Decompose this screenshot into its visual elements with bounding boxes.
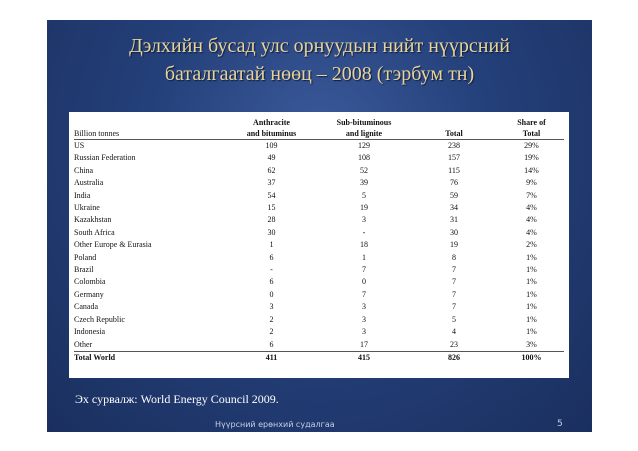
total-cell: 100% xyxy=(521,352,542,362)
table-cell: China xyxy=(74,165,94,175)
table-row xyxy=(74,165,564,177)
table-row xyxy=(74,239,564,251)
table-cell: Poland xyxy=(74,252,97,262)
table-cell: Australia xyxy=(74,178,104,188)
table-cell: 238 xyxy=(448,141,460,150)
table-cell: 108 xyxy=(358,153,370,163)
table-cell: 39 xyxy=(360,178,368,188)
total-cell: 411 xyxy=(265,352,278,362)
total-cell: 826 xyxy=(448,352,460,362)
table-cell: 7 xyxy=(362,265,366,275)
header-cell: Billion tonnes xyxy=(74,129,120,138)
table-cell: 19 xyxy=(450,240,458,250)
table-cell: 4% xyxy=(526,215,537,225)
table-cell: 3 xyxy=(362,302,366,312)
table-cell: 37 xyxy=(267,178,276,188)
table-cell: 23 xyxy=(450,339,458,349)
table-row xyxy=(74,177,564,189)
table-cell: 2 xyxy=(269,327,274,337)
table-cell: 1% xyxy=(526,314,537,324)
table-cell: Germany xyxy=(74,289,104,299)
header-cell: Total xyxy=(522,129,541,138)
table-row xyxy=(74,264,564,276)
table-cell: 0 xyxy=(269,289,274,299)
table-cell: 6 xyxy=(269,252,274,262)
table-row xyxy=(74,314,564,326)
table-cell: 115 xyxy=(448,165,460,175)
table-cell: 3 xyxy=(362,327,366,337)
table-cell: 34 xyxy=(450,203,458,213)
header-cell: Share of xyxy=(517,118,546,127)
table-cell: - xyxy=(270,265,273,275)
header-cell xyxy=(409,117,499,128)
footer-text: Нүүрсний ерөнхий судалгаа xyxy=(215,420,335,429)
table-cell: 1 xyxy=(362,252,366,262)
table-cell: 1% xyxy=(526,289,537,299)
header-cell: Sub-bituminous xyxy=(336,118,392,127)
table-cell: 5 xyxy=(362,190,366,200)
table-cell: 76 xyxy=(450,178,458,188)
table-cell: - xyxy=(362,227,366,237)
table-row xyxy=(74,202,564,214)
table-cell: 54 xyxy=(267,190,276,200)
reserves-table-panel xyxy=(69,112,569,378)
coal-reserves-table xyxy=(74,117,564,364)
table-row xyxy=(74,252,564,264)
table-cell: South Africa xyxy=(74,227,115,237)
table-cell: 7 xyxy=(452,277,456,287)
table-cell: 3 xyxy=(362,314,366,324)
table-cell: 6 xyxy=(269,339,274,349)
table-cell: 14% xyxy=(524,165,539,175)
table-cell: Colombia xyxy=(74,277,106,287)
title-line-2: баталгаатай нөөц – 2008 (тэрбум тн) xyxy=(164,63,475,85)
table-cell: 19% xyxy=(524,153,539,163)
table-cell: 59 xyxy=(450,190,458,200)
header-cell: and lignite xyxy=(345,129,383,138)
table-cell: 109 xyxy=(265,141,278,150)
table-cell: 1% xyxy=(526,265,537,275)
table-row xyxy=(74,276,564,288)
header-cell: Total xyxy=(445,129,463,138)
table-cell: Brazil xyxy=(74,265,94,275)
table-row xyxy=(74,214,564,226)
table-row xyxy=(74,289,564,301)
slide-title xyxy=(47,32,592,88)
table-cell: 9% xyxy=(526,178,537,188)
table-cell: 30 xyxy=(267,227,276,237)
table-cell: 52 xyxy=(360,165,368,175)
table-cell: Other Europe & Eurasia xyxy=(74,240,152,250)
table-cell: Indonesia xyxy=(74,327,106,337)
table-cell: Russian Federation xyxy=(74,153,136,163)
table-header-row-bottom xyxy=(74,128,564,140)
table-cell: 1% xyxy=(526,252,537,262)
table-cell: 7 xyxy=(452,289,456,299)
table-cell: Other xyxy=(74,339,93,349)
table-cell: 129 xyxy=(358,141,370,150)
table-cell: 17 xyxy=(360,339,368,349)
table-cell: 7 xyxy=(452,265,456,275)
table-row xyxy=(74,326,564,338)
header-cell xyxy=(74,117,224,128)
table-cell: 18 xyxy=(360,240,368,250)
table-cell: 2% xyxy=(526,240,537,250)
table-cell: 3 xyxy=(362,215,366,225)
total-cell: Total World xyxy=(74,352,116,362)
table-row xyxy=(74,301,564,313)
table-cell: Canada xyxy=(74,302,98,312)
table-row xyxy=(74,190,564,202)
source-note: Эх сурвалж: World Energy Council 2009. xyxy=(75,392,279,406)
table-cell: 29% xyxy=(524,141,539,150)
table-cell: Ukraine xyxy=(74,203,100,213)
table-cell: 62 xyxy=(267,165,276,175)
slide xyxy=(47,20,592,432)
table-cell: 7 xyxy=(452,302,456,312)
page-number: 5 xyxy=(557,419,563,429)
table-cell: 3 xyxy=(269,302,274,312)
table-row xyxy=(74,227,564,239)
table-cell: Kazakhstan xyxy=(74,215,112,225)
table-cell: 4 xyxy=(452,327,456,337)
table-cell: 7 xyxy=(362,289,366,299)
table-cell: US xyxy=(74,141,85,150)
table-cell: 0 xyxy=(362,277,366,287)
table-cell: 15 xyxy=(267,203,276,213)
table-cell: 3% xyxy=(526,339,537,349)
table-cell: 1% xyxy=(526,327,537,337)
table-row xyxy=(74,140,564,153)
total-cell: 415 xyxy=(358,352,370,362)
header-cell: and bituminus xyxy=(246,129,297,138)
table-cell: India xyxy=(74,190,91,200)
table-cell: 2 xyxy=(269,314,274,324)
table-cell: 49 xyxy=(267,153,276,163)
table-cell: Czech Republic xyxy=(74,314,125,324)
table-cell: 28 xyxy=(267,215,276,225)
table-cell: 157 xyxy=(448,153,460,163)
table-cell: 30 xyxy=(450,227,458,237)
table-cell: 1% xyxy=(526,302,537,312)
table-row xyxy=(74,339,564,352)
table-row xyxy=(74,152,564,164)
table-cell: 4% xyxy=(526,203,537,213)
table-cell: 5 xyxy=(452,314,456,324)
table-cell: 1 xyxy=(269,240,274,250)
table-header-row-top xyxy=(74,117,564,128)
title-line-1: Дэлхийн бусад улс орнуудын нийт нүүрсний xyxy=(129,35,510,57)
table-cell: 7% xyxy=(526,190,537,200)
table-cell: 1% xyxy=(526,277,537,287)
table-cell: 19 xyxy=(360,203,368,213)
table-cell: 31 xyxy=(450,215,458,225)
table-cell: 6 xyxy=(269,277,274,287)
table-cell: 8 xyxy=(452,252,456,262)
header-cell: Anthracite xyxy=(253,118,290,127)
table-total-row xyxy=(74,351,564,364)
table-cell: 4% xyxy=(526,227,537,237)
